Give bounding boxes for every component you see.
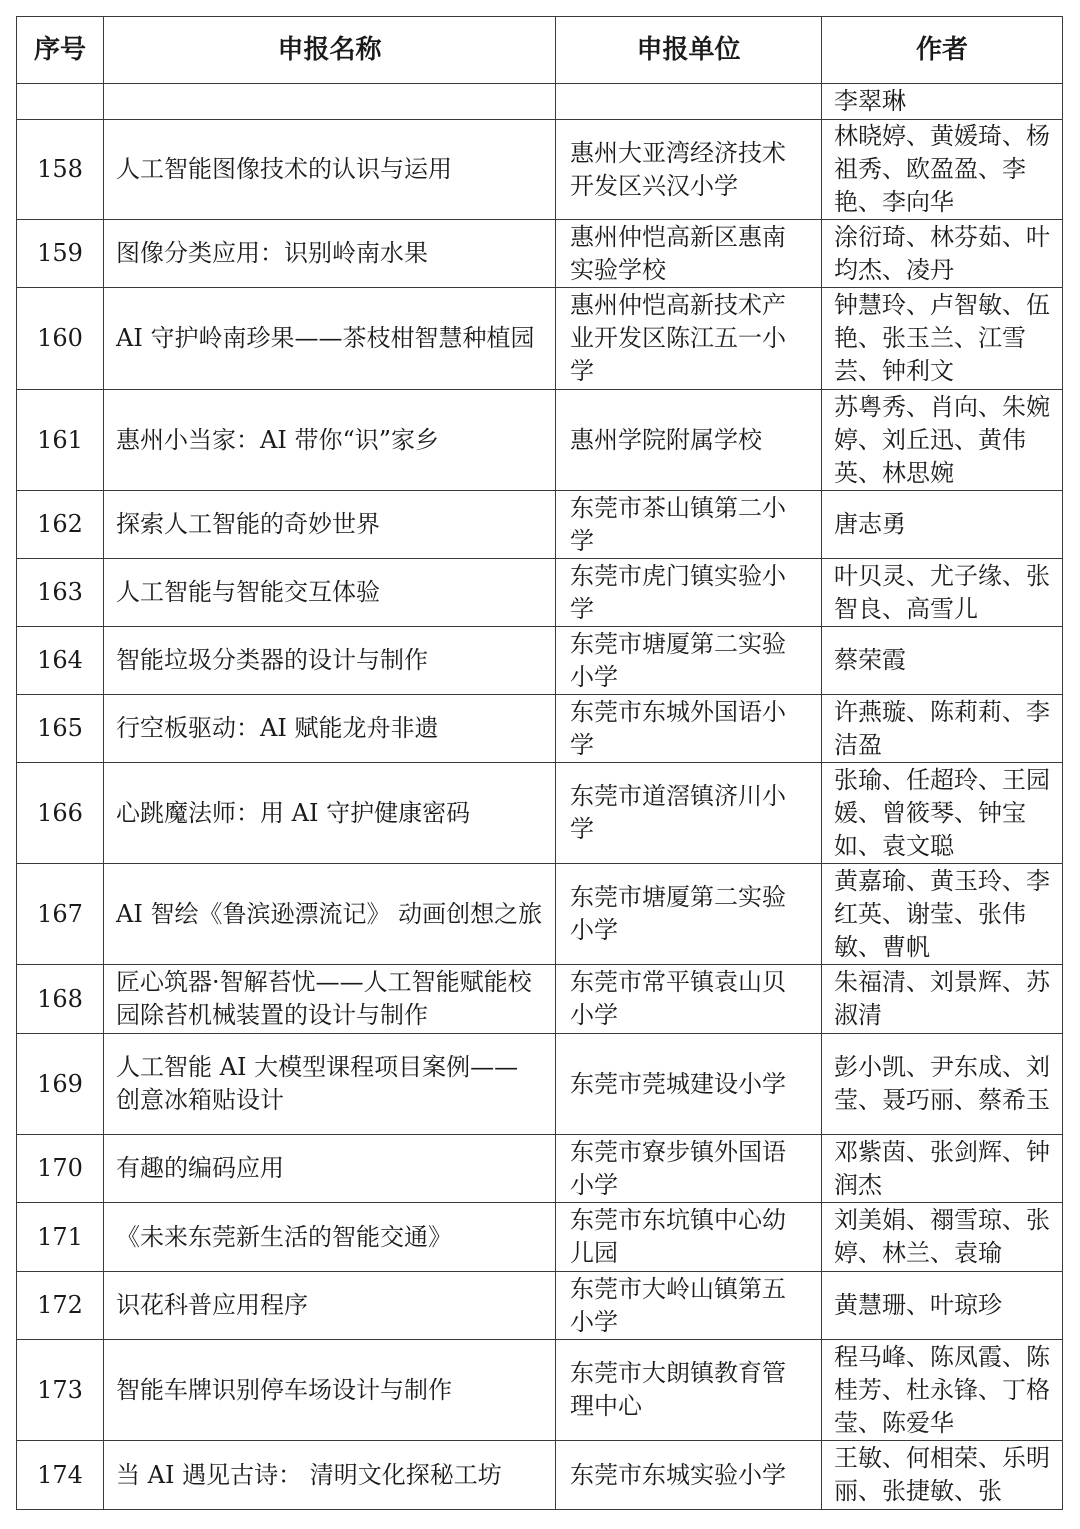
row-authors: 蔡荣霞 — [822, 627, 1063, 695]
table-row — [17, 695, 1063, 763]
table-row — [17, 1034, 1063, 1135]
row-name: 人工智能图像技术的认识与运用 — [104, 120, 556, 220]
row-number: 164 — [17, 627, 104, 695]
row-authors: 朱福清、刘景辉、苏淑清 — [822, 965, 1063, 1034]
row-authors: 涂衍琦、林芬茹、叶均杰、凌丹 — [822, 220, 1063, 288]
row-number: 168 — [17, 965, 104, 1034]
table-row — [17, 1135, 1063, 1203]
header-name: 申报名称 — [104, 17, 556, 84]
row-unit: 东莞市寮步镇外国语小学 — [556, 1135, 822, 1203]
award-table — [16, 16, 1063, 1510]
row-unit: 东莞市道滘镇济川小学 — [556, 763, 822, 864]
row-name: 当 AI 遇见古诗： 清明文化探秘工坊 — [104, 1441, 556, 1510]
row-unit: 东莞市虎门镇实验小学 — [556, 559, 822, 627]
row-name: 识花科普应用程序 — [104, 1272, 556, 1340]
table-row — [17, 120, 1063, 220]
row-unit: 东莞市塘厦第二实验小学 — [556, 864, 822, 965]
row-name: AI 智绘《鲁滨逊漂流记》 动画创想之旅 — [104, 864, 556, 965]
row-unit: 东莞市东城外国语小学 — [556, 695, 822, 763]
row-name: AI 守护岭南珍果——茶枝柑智慧种植园 — [104, 288, 556, 390]
row-authors: 王敏、何相荣、乐明丽、张捷敏、张 — [822, 1441, 1063, 1510]
row-name: 智能车牌识别停车场设计与制作 — [104, 1340, 556, 1441]
row-number: 166 — [17, 763, 104, 864]
row-number: 174 — [17, 1441, 104, 1510]
row-unit: 惠州学院附属学校 — [556, 390, 822, 491]
row-unit: 惠州仲恺高新技术产业开发区陈江五一小学 — [556, 288, 822, 390]
row-number: 169 — [17, 1034, 104, 1135]
row-unit: 东莞市常平镇袁山贝小学 — [556, 965, 822, 1034]
row-authors: 张瑜、任超玲、王园媛、曾筱琴、钟宝如、袁文聪 — [822, 763, 1063, 864]
row-name: 《未来东莞新生活的智能交通》 — [104, 1203, 556, 1272]
row-name: 智能垃圾分类器的设计与制作 — [104, 627, 556, 695]
row-name: 有趣的编码应用 — [104, 1135, 556, 1203]
row-authors: 黄慧珊、叶琼珍 — [822, 1272, 1063, 1340]
table-row — [17, 1272, 1063, 1340]
table-row — [17, 763, 1063, 864]
table-header-row — [17, 17, 1063, 84]
row-unit: 惠州大亚湾经济技术开发区兴汉小学 — [556, 120, 822, 220]
row-name: 人工智能 AI 大模型课程项目案例—— 创意冰箱贴设计 — [104, 1034, 556, 1135]
row-authors: 许燕璇、陈莉莉、李洁盈 — [822, 695, 1063, 763]
row-unit: 东莞市大朗镇教育管理中心 — [556, 1340, 822, 1441]
row-authors: 钟慧玲、卢智敏、伍艳、张玉兰、江雪芸、钟利文 — [822, 288, 1063, 390]
row-unit: 东莞市茶山镇第二小学 — [556, 491, 822, 559]
row-authors: 程马峰、陈凤霞、陈桂芳、杜永锋、丁格莹、陈爱华 — [822, 1340, 1063, 1441]
table-row — [17, 491, 1063, 559]
row-authors: 李翠琳 — [822, 84, 1063, 120]
row-number: 160 — [17, 288, 104, 390]
table-row — [17, 84, 1063, 120]
row-unit: 东莞市塘厦第二实验小学 — [556, 627, 822, 695]
table-row — [17, 1203, 1063, 1272]
table-row — [17, 559, 1063, 627]
row-name: 心跳魔法师：用 AI 守护健康密码 — [104, 763, 556, 864]
document-page — [16, 16, 1062, 1510]
row-name: 探索人工智能的奇妙世界 — [104, 491, 556, 559]
row-unit: 东莞市大岭山镇第五小学 — [556, 1272, 822, 1340]
row-number: 159 — [17, 220, 104, 288]
table-row — [17, 627, 1063, 695]
row-name — [104, 84, 556, 120]
table-row — [17, 965, 1063, 1034]
row-number: 171 — [17, 1203, 104, 1272]
row-authors: 苏粤秀、肖向、朱婉婷、刘丘迅、黄伟英、林思婉 — [822, 390, 1063, 491]
row-number: 161 — [17, 390, 104, 491]
table-row — [17, 220, 1063, 288]
table-row — [17, 390, 1063, 491]
row-authors: 黄嘉瑜、黄玉玲、李红英、谢莹、张伟敏、曹帆 — [822, 864, 1063, 965]
row-authors: 唐志勇 — [822, 491, 1063, 559]
row-name: 行空板驱动：AI 赋能龙舟非遗 — [104, 695, 556, 763]
header-authors: 作者 — [822, 17, 1063, 84]
row-number: 173 — [17, 1340, 104, 1441]
row-unit: 东莞市莞城建设小学 — [556, 1034, 822, 1135]
row-number: 167 — [17, 864, 104, 965]
row-name: 惠州小当家：AI 带你“识”家乡 — [104, 390, 556, 491]
row-number: 172 — [17, 1272, 104, 1340]
row-unit — [556, 84, 822, 120]
table-row — [17, 1340, 1063, 1441]
header-unit: 申报单位 — [556, 17, 822, 84]
row-authors: 邓紫茵、张剑辉、钟润杰 — [822, 1135, 1063, 1203]
row-number: 162 — [17, 491, 104, 559]
row-unit: 东莞市东城实验小学 — [556, 1441, 822, 1510]
row-authors: 林晓婷、黄媛琦、杨祖秀、欧盈盈、李艳、李向华 — [822, 120, 1063, 220]
row-name: 匠心筑器·智解苔忧——人工智能赋能校园除苔机械装置的设计与制作 — [104, 965, 556, 1034]
row-authors: 叶贝灵、尤子缘、张智良、高雪儿 — [822, 559, 1063, 627]
row-authors: 彭小凯、尹东成、刘莹、聂巧丽、蔡希玉 — [822, 1034, 1063, 1135]
row-number: 158 — [17, 120, 104, 220]
row-number: 163 — [17, 559, 104, 627]
row-authors: 刘美娟、禤雪琼、张婷、林兰、袁瑜 — [822, 1203, 1063, 1272]
row-name: 人工智能与智能交互体验 — [104, 559, 556, 627]
table-row — [17, 1441, 1063, 1510]
row-number: 165 — [17, 695, 104, 763]
row-name: 图像分类应用：识别岭南水果 — [104, 220, 556, 288]
row-number — [17, 84, 104, 120]
row-number: 170 — [17, 1135, 104, 1203]
table-row — [17, 864, 1063, 965]
row-unit: 东莞市东坑镇中心幼儿园 — [556, 1203, 822, 1272]
row-unit: 惠州仲恺高新区惠南实验学校 — [556, 220, 822, 288]
header-no: 序号 — [17, 17, 104, 84]
table-row — [17, 288, 1063, 390]
